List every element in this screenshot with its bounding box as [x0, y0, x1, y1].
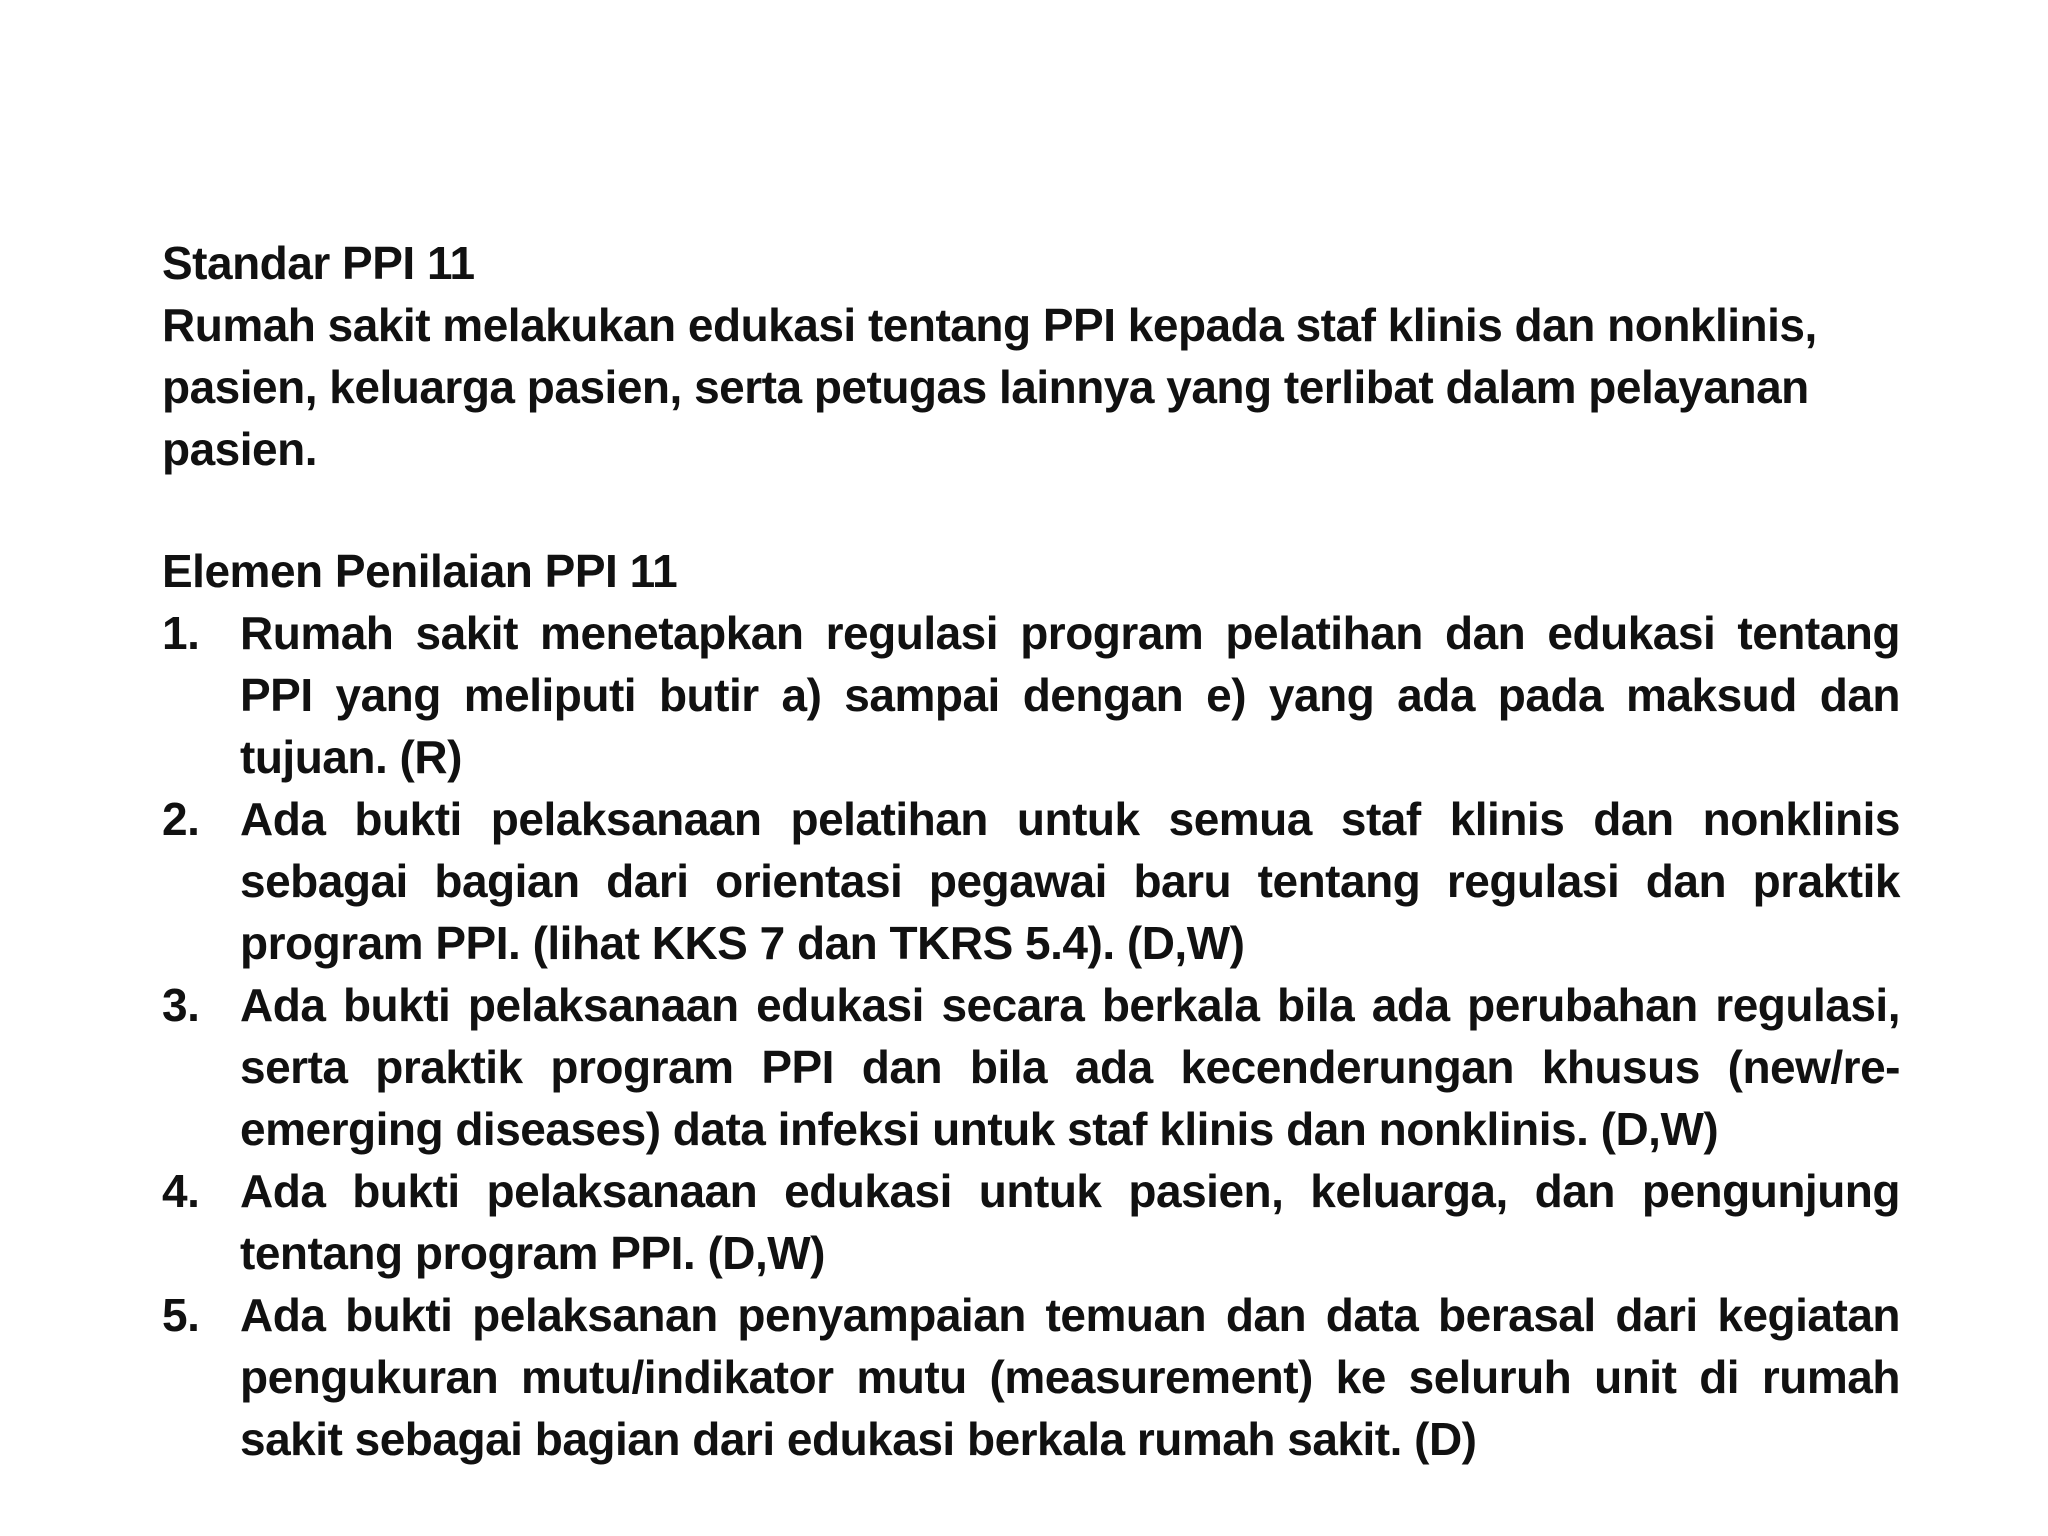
list-item-text: Ada bukti pelaksanaan edukasi secara berkala bila ada perubahan regulasi, serta praktik program PPI dan bila ada kecenderungan khusus (new/re-emerging diseases) data infeksi untuk staf klinis dan nonklinis. (D,W) — [240, 979, 1900, 1155]
list-item-number: 5. — [162, 1289, 200, 1341]
list-item — [162, 602, 1900, 788]
list-item — [162, 1160, 1900, 1284]
list-item — [162, 1284, 1900, 1470]
list-item-text: Ada bukti pelaksanaan edukasi untuk pasien, keluarga, dan pengunjung tentang program PPI. (D,W) — [240, 1165, 1900, 1279]
list-item-number: 4. — [162, 1165, 200, 1217]
list-item-text: Ada bukti pelaksanaan pelatihan untuk semua staf klinis dan nonklinis sebagai bagian dari orientasi pegawai baru tentang regulasi dan praktik program PPI. (lihat KKS 7 dan TKRS 5.4). (D,W) — [240, 793, 1900, 969]
section-gap — [162, 480, 1900, 540]
list-item-number: 3. — [162, 979, 200, 1031]
list-item-number: 2. — [162, 793, 200, 845]
standard-text: Rumah sakit melakukan edukasi tentang PPI kepada staf klinis dan nonklinis, pasien, keluarga pasien, serta petugas lainnya yang terlibat dalam pelayanan pasien. — [162, 299, 1817, 475]
list-item — [162, 974, 1900, 1160]
element-list — [162, 602, 1900, 1470]
list-item — [162, 788, 1900, 974]
list-item-text: Ada bukti pelaksanan penyampaian temuan dan data berasal dari kegiatan pengukuran mutu/indikator mutu (measurement) ke seluruh unit di rumah sakit sebagai bagian dari edukasi berkala rumah sakit. (D) — [240, 1289, 1900, 1465]
slide-content — [162, 232, 1900, 1470]
list-item-text: Rumah sakit menetapkan regulasi program pelatihan dan edukasi tentang PPI yang meliputi butir a) sampai dengan e) yang ada pada maksud dan tujuan. (R) — [240, 607, 1900, 783]
list-item-number: 1. — [162, 607, 200, 659]
elements-title: Elemen Penilaian PPI 11 — [162, 545, 678, 597]
standard-title: Standar PPI 11 — [162, 237, 475, 289]
